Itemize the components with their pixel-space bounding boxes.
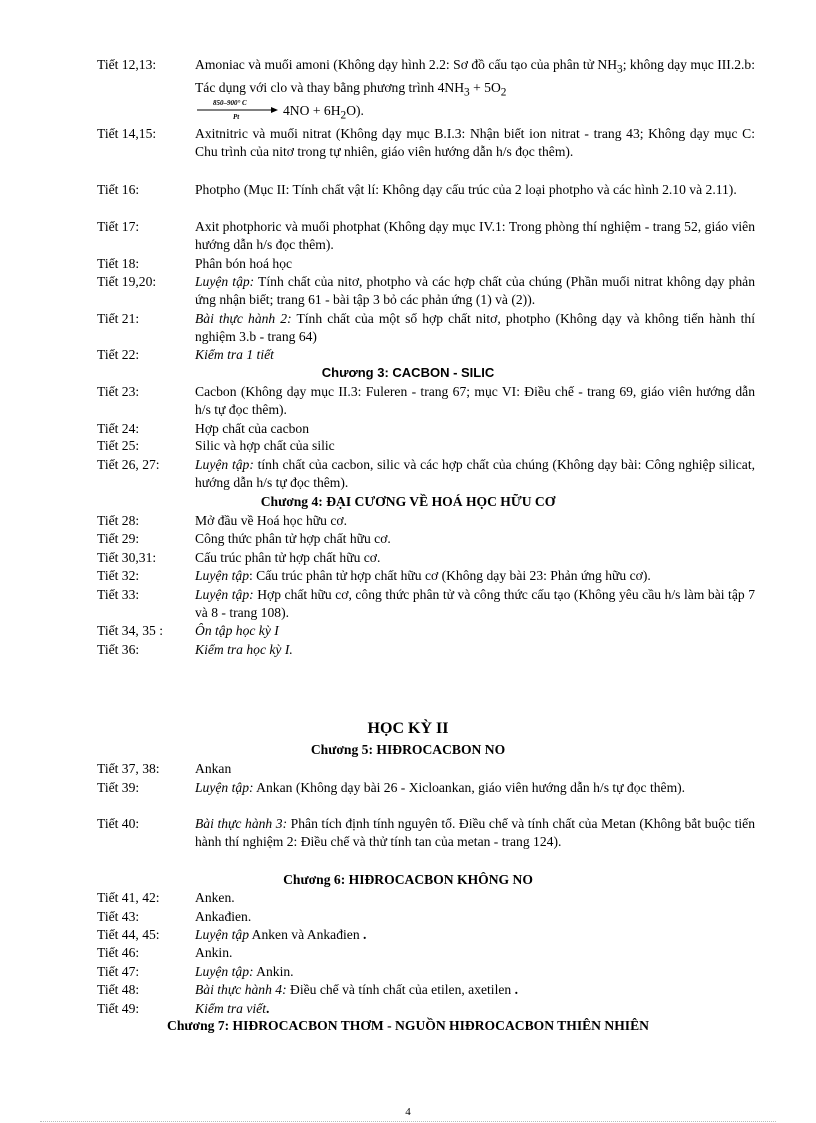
lesson-text: Cacbon (Không dạy mục II.3: Fuleren - trang 67; mục VI: Điều chế - trang 69, giáo viên hướng dẫn h/s tự đọc thêm). (195, 384, 755, 417)
lesson-period-label: Tiết 24: (97, 421, 140, 436)
lesson-text: tính chất của cacbon, silic và các hợp chất của chúng (Không dạy bài: Công nghiệp silicat, hướng dẫn h/s tự đọc thêm). (195, 457, 755, 490)
lesson-period-label: Tiết 21: (97, 311, 140, 326)
lesson-period-label: Tiết 16: (97, 182, 140, 197)
lesson-text: O). (346, 103, 364, 119)
lesson-description (195, 944, 755, 962)
lesson-text: Axit photphoric và muối photphat (Không dạy mục IV.1: Trong phòng thí nghiệm - trang 52, giáo viên hướng dẫn h/s đọc thêm). (195, 219, 755, 252)
lesson-description (195, 963, 755, 981)
lesson-text: Ankađien. (195, 909, 252, 924)
lesson-description (195, 815, 755, 850)
lesson-period-label: Tiết 23: (97, 384, 140, 399)
lesson-description (195, 908, 755, 926)
lesson-text: Anken. (195, 890, 235, 905)
lesson-description (195, 760, 755, 778)
lesson-period-label: Tiết 18: (97, 256, 140, 271)
lesson-type-label: Luyện tập: (195, 587, 254, 602)
lesson-text: Công thức phân tử hợp chất hữu cơ. (195, 531, 391, 546)
chapter-4-title: Chương 4: ĐẠI CƯƠNG VỀ HOÁ HỌC HỮU CƠ (260, 494, 556, 509)
subscript-text: 2 (340, 110, 347, 123)
lesson-text: + 5O (469, 80, 501, 96)
lesson-text: Phân tích định tính nguyên tố. Điều chế và tính chất của Metan (Không bắt buộc tiến hành thí nghiệm 2: Điều chế và thử tính tan của metan - trang 124). (195, 816, 755, 849)
lesson-period-label: Tiết 12,13: (97, 57, 157, 72)
lesson-description (195, 56, 755, 126)
lesson-period-label: Tiết 28: (97, 513, 140, 528)
lesson-description (195, 641, 755, 659)
lesson-period-label: Tiết 14,15: (97, 126, 157, 141)
lesson-text: Hợp chất của cacbon (195, 421, 309, 436)
lesson-description (195, 779, 755, 797)
lesson-period-label: Tiết 17: (97, 219, 140, 234)
lesson-type-label: Kiểm tra học kỳ I. (195, 642, 293, 657)
lesson-period-label: Tiết 37, 38: (97, 761, 160, 776)
lesson-period-label: Tiết 39: (97, 780, 140, 795)
lesson-description (195, 310, 755, 345)
lesson-description (195, 437, 755, 455)
subscript-text: 3 (464, 86, 470, 99)
lesson-description (195, 181, 755, 199)
lesson-period-label: Tiết 34, 35 : (97, 623, 163, 638)
lesson-description (195, 383, 755, 418)
semester-2-title: HỌC KỲ II (367, 720, 449, 737)
lesson-description (195, 218, 755, 253)
lesson-description (195, 512, 755, 530)
footer-divider (40, 1121, 776, 1122)
lesson-period-label: Tiết 29: (97, 531, 140, 546)
subscript-text: 3 (617, 63, 623, 76)
lesson-description (195, 530, 755, 548)
lesson-type-label: Bài thực hành 2: (195, 311, 292, 326)
lesson-text: Cấu trúc phân tử hợp chất hữu cơ. (195, 550, 381, 565)
lesson-type-label: Kiểm tra viết (195, 1001, 266, 1016)
lesson-description (195, 926, 755, 944)
lesson-period-label: Tiết 49: (97, 1001, 140, 1016)
lesson-text: Anken và Ankađien (249, 927, 364, 942)
lesson-period-label: Tiết 26, 27: (97, 457, 160, 472)
lesson-period-label: Tiết 36: (97, 642, 140, 657)
lesson-description (195, 889, 755, 907)
subscript-text: 2 (500, 86, 507, 99)
lesson-period-label: Tiết 33: (97, 587, 140, 602)
lesson-description (195, 420, 755, 438)
lesson-description (195, 567, 755, 585)
lesson-period-label: Tiết 22: (97, 347, 140, 362)
lesson-description (195, 125, 755, 160)
lesson-text: Ankin. (253, 964, 294, 979)
page-number: 4 (405, 1106, 411, 1118)
lesson-period-label: Tiết 30,31: (97, 550, 157, 565)
chapter-6-title: Chương 6: HIĐROCACBON KHÔNG NO (283, 872, 533, 887)
chapter-7-title: Chương 7: HIĐROCACBON THƠM - NGUỒN HIĐROCACBON THIÊN NHIÊN (167, 1018, 649, 1033)
reaction-arrow (195, 99, 279, 122)
lesson-period-label: Tiết 44, 45: (97, 927, 160, 942)
lesson-description (195, 622, 755, 640)
lesson-description (195, 1000, 755, 1018)
lesson-type-label: Kiểm tra 1 tiết (195, 347, 274, 362)
lesson-type-label: Luyện tập: (195, 457, 254, 472)
lesson-text: Silic và hợp chất của silic (195, 438, 335, 453)
chapter-5-title: Chương 5: HIĐROCACBON NO (310, 742, 506, 757)
lesson-type-label: Ôn tập học kỳ I (195, 623, 279, 638)
reaction-condition-temperature: 850–900° C (213, 99, 247, 108)
lesson-text: Điều chế và tính chất của etilen, axetilen (286, 982, 515, 997)
lesson-description (195, 586, 755, 621)
lesson-type-label: Luyện tập (195, 568, 249, 583)
lesson-type-label: Luyện tập: (195, 780, 254, 795)
lesson-text: Ankan (195, 761, 232, 776)
lesson-text: . (363, 927, 367, 942)
reaction-condition-catalyst: Pt (233, 113, 240, 122)
lesson-description (195, 456, 755, 491)
lesson-text: Hợp chất hữu cơ, công thức phân tử và công thức cấu tạo (Không yêu cầu h/s làm bài tập 7 và 8 - trang 108). (195, 587, 755, 620)
lesson-text: Ankin. (195, 945, 233, 960)
lesson-description (195, 549, 755, 567)
lesson-period-label: Tiết 47: (97, 964, 140, 979)
lesson-period-label: Tiết 19,20: (97, 274, 157, 289)
lesson-text: Axitnitric và muối nitrat (Không dạy mục B.I.3: Nhận biết ion nitrat - trang 43; Không dạy mục C: Chu trình của nitơ trong tự nhiên, giáo viên hướng dẫn h/s đọc thêm). (195, 126, 755, 159)
lesson-type-label: Luyện tập: (195, 964, 254, 979)
lesson-description (195, 346, 755, 364)
lesson-description (195, 255, 755, 273)
lesson-text: Tính chất của nitơ, photpho và các hợp chất của chúng (Phần muối nitrat không dạy phản ứng nhận biết; trang 61 - bài tập 3 bỏ các phản ứng (1) và (2)). (195, 274, 755, 307)
lesson-type-label: Luyện tập (195, 927, 249, 942)
lesson-period-label: Tiết 25: (97, 438, 140, 453)
lesson-period-label: Tiết 46: (97, 945, 140, 960)
lesson-period-label: Tiết 32: (97, 568, 140, 583)
lesson-period-label: Tiết 41, 42: (97, 890, 160, 905)
lesson-period-label: Tiết 43: (97, 909, 140, 924)
lesson-text: Mở đầu về Hoá học hữu cơ. (195, 513, 347, 528)
lesson-text: : Cấu trúc phân tử hợp chất hữu cơ (Không dạy bài 23: Phản ứng hữu cơ). (249, 568, 651, 583)
lesson-text: Ankan (Không dạy bài 26 - Xicloankan, giáo viên hướng dẫn h/s tự đọc thêm). (253, 780, 686, 795)
lesson-period-label: Tiết 48: (97, 982, 140, 997)
lesson-type-label: Bài thực hành 3: (195, 816, 288, 831)
lesson-text: ; không dạy mục III.2.b: Tác dụng với clo và thay bằng phương trình 4NH (195, 57, 755, 96)
lesson-text: Amoniac và muối amoni (Không dạy hình 2.2: Sơ đồ cấu tạo của phân tử NH (195, 57, 618, 72)
lesson-type-label: Bài thực hành 4: (195, 982, 287, 997)
lesson-description (195, 273, 755, 308)
lesson-text: . (265, 1001, 270, 1016)
lesson-text: Photpho (Mục II: Tính chất vật lí: Không dạy cấu trúc của 2 loại photpho và các hình 2.10 và 2.11). (195, 182, 737, 197)
lesson-text: Phân bón hoá học (195, 256, 293, 271)
lesson-text: 4NO + 6H (283, 103, 341, 119)
lesson-text: . (514, 982, 518, 997)
lesson-type-label: Luyện tập: (195, 274, 255, 289)
lesson-text: Tính chất của một số hợp chất nitơ, photpho (Không dạy và không tiến hành thí nghiệm 3.b - trang 64) (195, 311, 756, 344)
lesson-period-label: Tiết 40: (97, 816, 140, 831)
chapter-3-title: Chương 3: CACBON - SILIC (321, 365, 495, 380)
lesson-description (195, 981, 755, 999)
